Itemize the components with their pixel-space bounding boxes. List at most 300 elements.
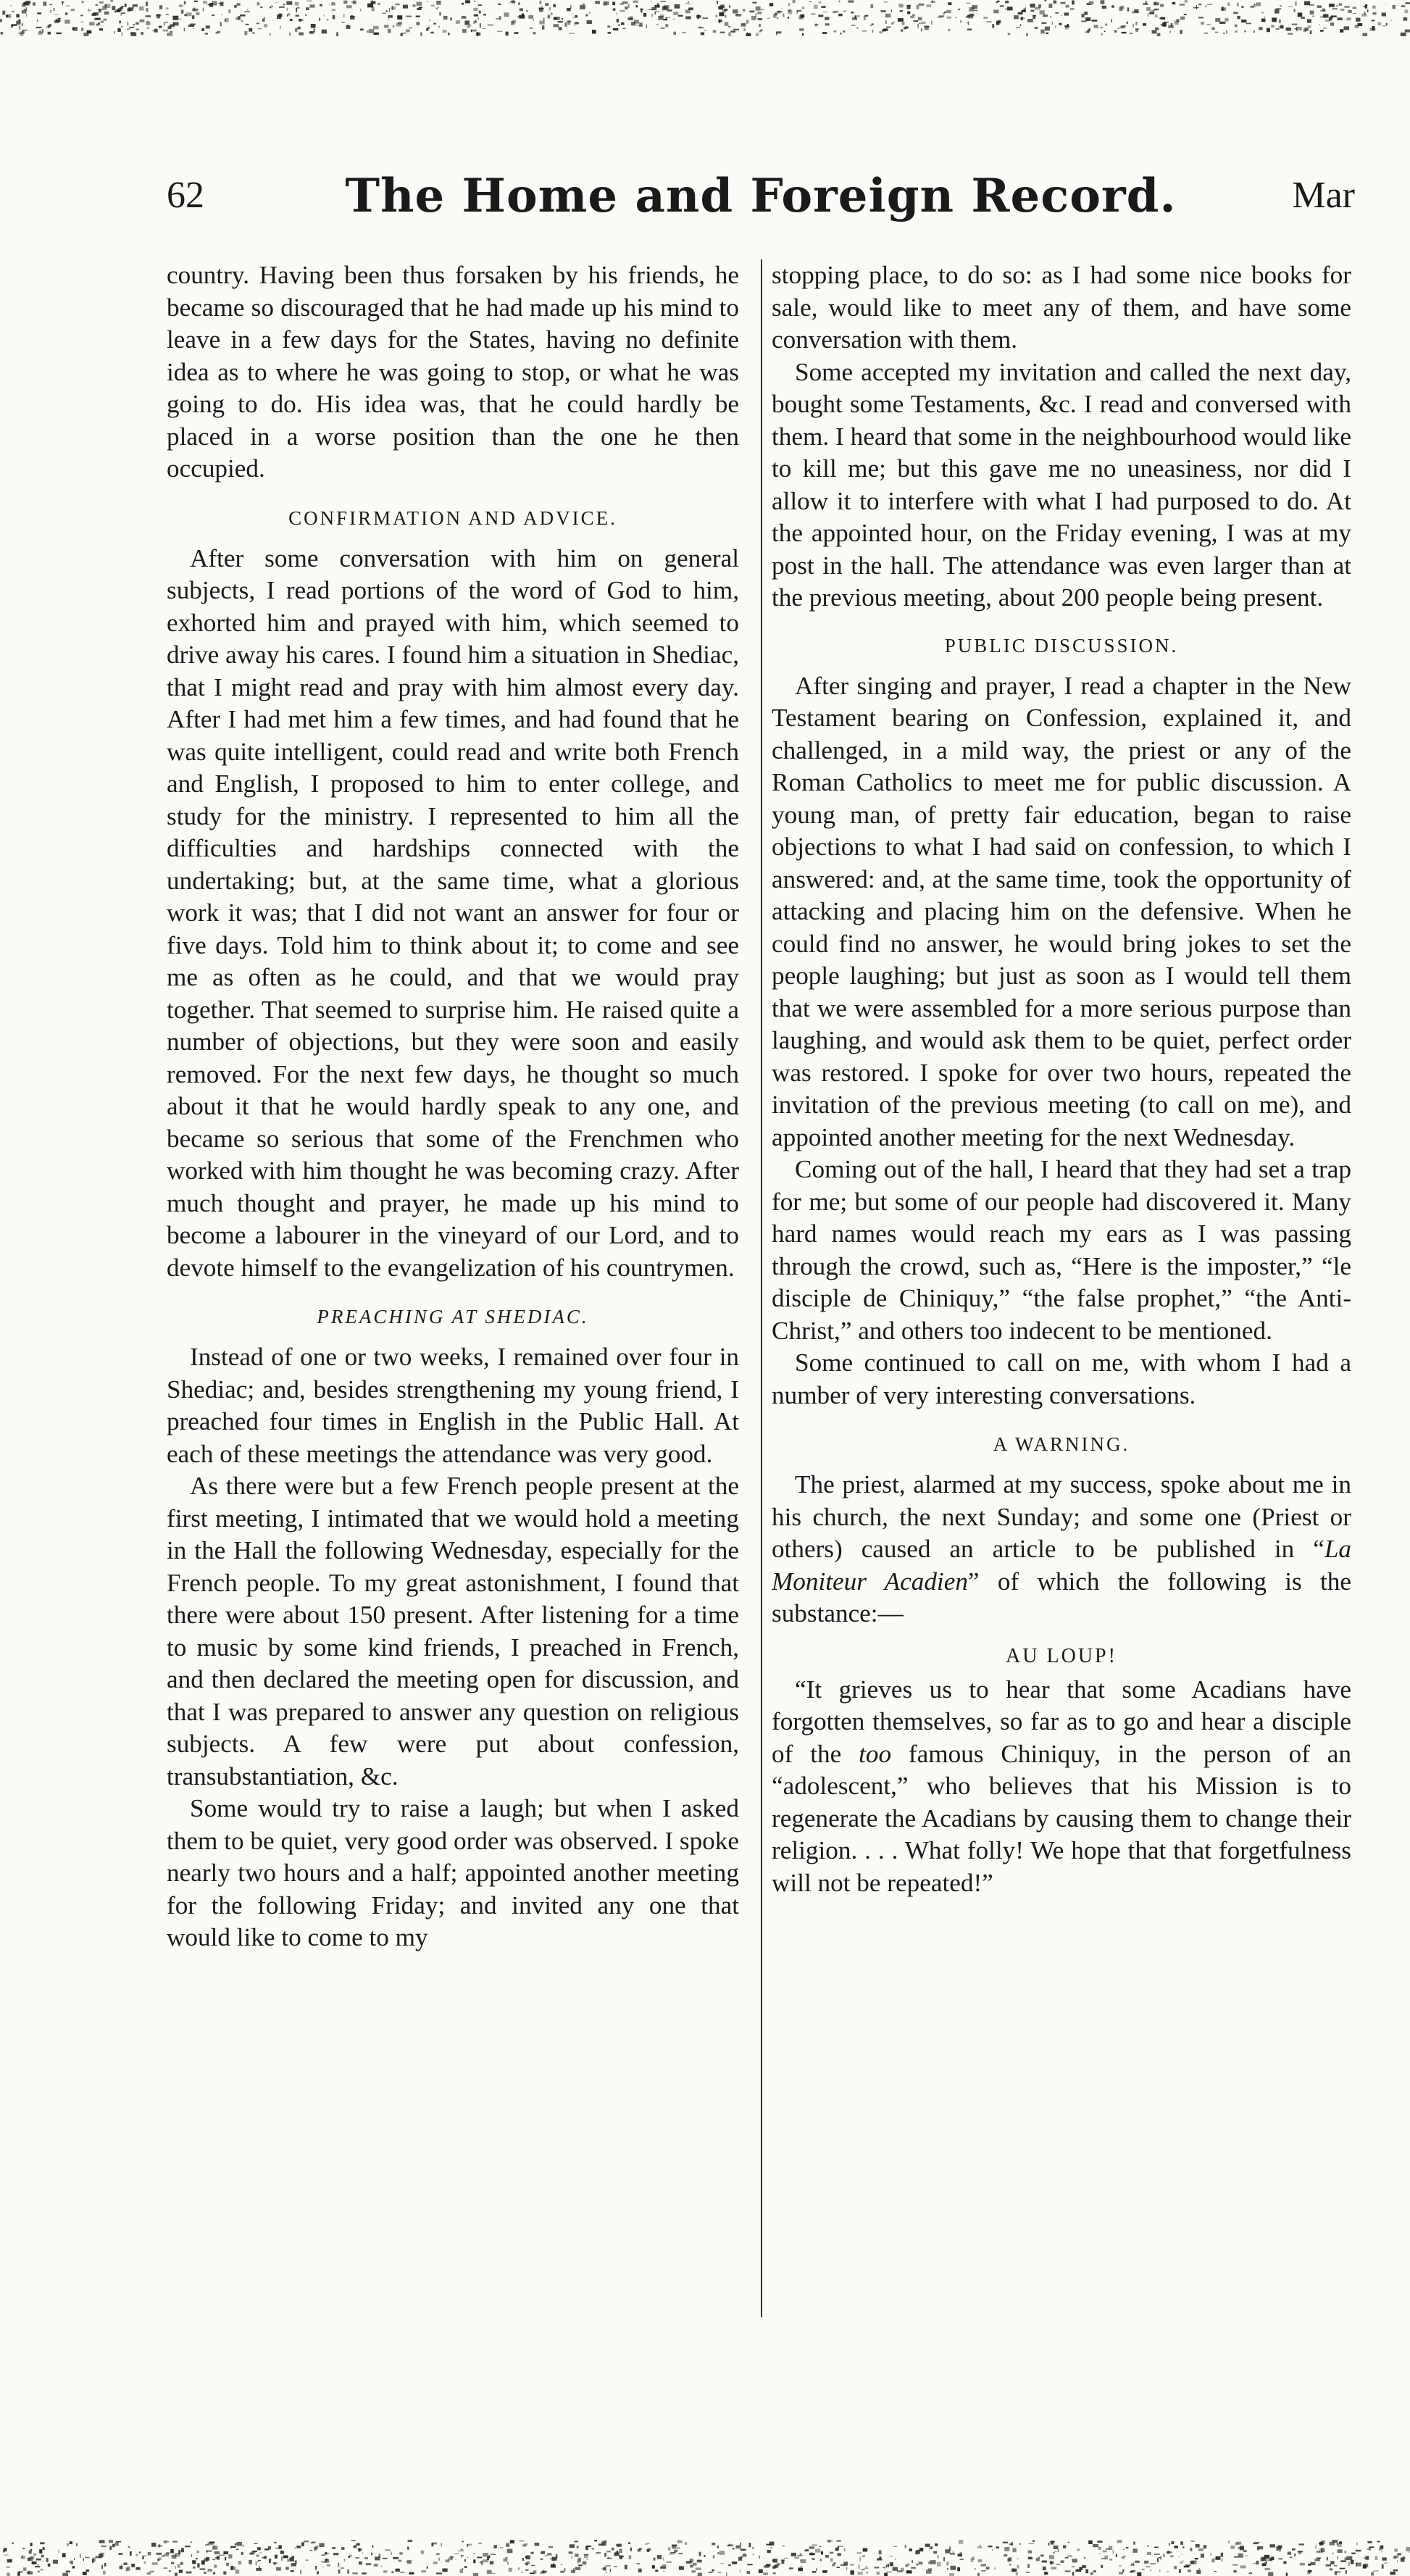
ink-speck [1157, 2558, 1159, 2562]
ink-speck [1055, 12, 1059, 14]
ink-speck [1174, 2566, 1177, 2569]
ink-speck [381, 2566, 382, 2567]
ink-speck [613, 8, 616, 10]
ink-speck [667, 9, 672, 12]
ink-speck [1026, 33, 1028, 36]
ink-speck [409, 2572, 414, 2575]
ink-speck [314, 2547, 317, 2551]
ink-speck [1135, 2561, 1140, 2563]
ink-speck [36, 27, 42, 28]
ink-speck [601, 2541, 606, 2546]
ink-speck [164, 22, 168, 23]
ink-speck [1190, 2540, 1194, 2542]
ink-speck [879, 2550, 882, 2554]
ink-speck [509, 2568, 512, 2572]
ink-speck [867, 2572, 868, 2574]
ink-speck [1237, 16, 1240, 19]
ink-speck [720, 2563, 723, 2564]
ink-speck [766, 2564, 771, 2567]
ink-speck [1196, 5, 1197, 9]
ink-speck [524, 2543, 527, 2546]
ink-speck [781, 8, 783, 9]
ink-speck [496, 18, 498, 19]
ink-speck [1267, 28, 1269, 30]
ink-speck [164, 2567, 168, 2569]
ink-speck [838, 2553, 841, 2556]
ink-speck [1275, 9, 1280, 14]
ink-speck [473, 2553, 475, 2554]
ink-speck [207, 2550, 212, 2552]
ink-speck [843, 11, 847, 12]
ink-speck [386, 10, 388, 12]
ink-speck [273, 2563, 278, 2564]
ink-speck [1198, 17, 1203, 18]
ink-speck [1403, 17, 1408, 21]
ink-speck [32, 2562, 37, 2564]
ink-speck [916, 2564, 918, 2566]
ink-speck [1373, 2570, 1378, 2572]
ink-speck [152, 2562, 158, 2565]
ink-speck [926, 4, 931, 7]
ink-speck [1259, 27, 1262, 30]
ink-speck [71, 9, 75, 11]
ink-speck [531, 2565, 535, 2566]
ink-speck [696, 2567, 701, 2570]
ink-speck [759, 24, 761, 27]
ink-speck [651, 1, 652, 2]
ink-speck [575, 15, 577, 17]
ink-speck [1348, 10, 1351, 13]
ink-speck [812, 2544, 817, 2546]
ink-speck [421, 2570, 426, 2572]
ink-speck [608, 32, 612, 34]
ink-speck [1367, 2541, 1372, 2543]
ink-speck [179, 2569, 183, 2572]
ink-speck [21, 2556, 25, 2559]
paragraph: Coming out of the hall, I heard that they had set a trap for me; but some of our people had discovered it. Many hard names would reach my ears as I was passing through the crowd, such as, “Here is the imposter,” “le disciple de Chiniquy,” “the false prophet,” “the Anti-Christ,” and others too indecent to be mentioned. [772, 1155, 1351, 1345]
ink-speck [430, 5, 434, 7]
ink-speck [443, 16, 448, 20]
ink-speck [918, 17, 922, 21]
ink-speck [1109, 2559, 1112, 2560]
ink-speck [490, 2562, 493, 2565]
ink-speck [804, 2550, 806, 2551]
ink-speck [586, 14, 588, 17]
ink-speck [553, 24, 559, 27]
ink-speck [1240, 2565, 1246, 2568]
ink-speck [911, 2567, 916, 2569]
ink-speck [35, 2566, 40, 2567]
ink-speck [582, 4, 585, 5]
ink-speck [70, 2541, 72, 2544]
ink-speck [740, 2569, 741, 2573]
ink-speck [146, 1, 148, 6]
ink-speck [1233, 2570, 1236, 2573]
ink-speck [905, 2564, 909, 2567]
ink-speck [62, 2573, 68, 2576]
ink-speck [510, 2540, 514, 2543]
ink-speck [836, 2548, 839, 2551]
ink-speck [1254, 2542, 1259, 2543]
ink-speck [1337, 2543, 1338, 2545]
ink-speck [1082, 2565, 1086, 2568]
ink-speck [931, 1, 935, 3]
ink-speck [1127, 7, 1129, 11]
ink-speck [698, 2573, 702, 2576]
ink-speck [1330, 22, 1334, 25]
ink-speck [146, 8, 149, 12]
ink-speck [1045, 0, 1047, 1]
ink-speck [553, 4, 555, 7]
ink-speck [1227, 3, 1230, 6]
ink-speck [285, 2567, 288, 2569]
ink-speck [1004, 2547, 1009, 2551]
ink-speck [1253, 2563, 1256, 2564]
ink-speck [1076, 2569, 1080, 2571]
top-ornament-band [0, 0, 1410, 36]
ink-speck [279, 2546, 282, 2549]
ink-speck [1004, 2554, 1007, 2556]
ink-speck [498, 4, 501, 5]
ink-speck [1195, 2558, 1198, 2559]
ink-speck [1147, 2552, 1151, 2555]
ink-speck [1344, 26, 1350, 30]
ink-speck [442, 2569, 447, 2572]
ink-speck [1401, 5, 1405, 7]
ink-speck [773, 2572, 776, 2575]
ink-speck [443, 30, 447, 33]
ink-speck [909, 2548, 912, 2551]
ink-speck [407, 2560, 412, 2564]
ink-speck [26, 14, 28, 17]
ink-speck [37, 12, 41, 14]
ink-speck [379, 2554, 381, 2559]
ink-speck [351, 2540, 356, 2541]
ink-speck [1009, 2564, 1011, 2566]
ink-speck [794, 2557, 799, 2559]
ink-speck [674, 2550, 677, 2552]
ink-speck [852, 17, 857, 20]
ink-speck [397, 15, 401, 19]
ink-speck [946, 10, 951, 13]
ink-speck [1256, 2, 1261, 6]
ink-speck [427, 27, 429, 29]
ink-speck [977, 2546, 983, 2548]
ink-speck [652, 14, 653, 17]
ink-speck [1101, 2565, 1103, 2568]
ink-speck [383, 13, 386, 14]
ink-speck [1043, 14, 1048, 17]
ink-speck [276, 2567, 281, 2571]
left-column [167, 259, 739, 2433]
ink-speck [789, 2567, 793, 2569]
ink-speck [583, 2562, 587, 2565]
ink-speck [550, 2559, 551, 2560]
ink-speck [492, 2573, 496, 2574]
ink-speck [28, 2558, 30, 2561]
ink-speck [10, 5, 12, 7]
ink-speck [870, 25, 872, 26]
ink-speck [175, 2566, 176, 2569]
ink-speck [298, 27, 301, 30]
ink-speck [204, 2572, 207, 2574]
ink-speck [1300, 2563, 1305, 2566]
ink-speck [639, 22, 643, 27]
ink-speck [1260, 2558, 1264, 2562]
ink-speck [1160, 4, 1164, 7]
ink-speck [173, 22, 175, 26]
ink-speck [467, 2544, 472, 2546]
ink-speck [879, 31, 882, 33]
ink-speck [798, 2568, 803, 2572]
ink-speck [1319, 2543, 1323, 2545]
ink-speck [921, 28, 922, 31]
ink-speck [925, 2544, 930, 2547]
ink-speck [43, 1, 46, 6]
ink-speck [1332, 2540, 1338, 2543]
ink-speck [1286, 28, 1292, 30]
ink-speck [393, 2557, 399, 2559]
ink-speck [191, 2554, 192, 2557]
ink-speck [747, 2571, 751, 2574]
ink-speck [1338, 17, 1343, 20]
ink-speck [960, 2552, 962, 2556]
ink-speck [1380, 2546, 1383, 2549]
ink-speck [1207, 4, 1213, 5]
ink-speck [48, 32, 51, 35]
ink-speck [1132, 11, 1134, 14]
ink-speck [1317, 5, 1322, 7]
ink-speck [1405, 30, 1410, 33]
ink-speck [1161, 17, 1166, 20]
ink-speck [391, 7, 396, 9]
ink-speck [551, 2564, 556, 2568]
ink-speck [1386, 23, 1388, 26]
ink-speck [66, 6, 70, 7]
ink-speck [238, 16, 241, 20]
ink-speck [271, 6, 273, 7]
ink-speck [1121, 6, 1125, 9]
ink-speck [1390, 20, 1392, 21]
ink-speck [322, 2554, 325, 2555]
ink-speck [678, 15, 683, 17]
ink-speck [306, 7, 309, 10]
ink-speck [1119, 2565, 1121, 2567]
ink-speck [741, 2556, 743, 2558]
ink-speck [364, 2557, 368, 2559]
ink-speck [1406, 2547, 1410, 2551]
ink-speck [1364, 6, 1367, 7]
ink-speck [1351, 2553, 1355, 2554]
ink-speck [329, 4, 330, 6]
ink-speck [1356, 2563, 1361, 2567]
ink-speck [1044, 2572, 1048, 2575]
ink-speck [1122, 2569, 1124, 2572]
ink-speck [131, 33, 137, 36]
ink-speck [1111, 5, 1114, 7]
ink-speck [800, 2566, 802, 2567]
ink-speck [212, 1, 217, 6]
ink-speck [825, 23, 830, 25]
ink-speck [769, 2542, 775, 2546]
ink-speck [525, 2569, 528, 2571]
ink-speck [476, 33, 480, 36]
ink-speck [238, 2561, 242, 2564]
ink-speck [569, 33, 575, 34]
ink-speck [348, 2556, 350, 2558]
ink-speck [214, 2545, 215, 2549]
ink-speck [451, 17, 452, 20]
ink-speck [1238, 2554, 1243, 2558]
ink-speck [1223, 33, 1225, 34]
ink-speck [129, 27, 134, 28]
ink-speck [580, 5, 585, 9]
ink-speck [885, 2573, 887, 2576]
ink-speck [1232, 2564, 1238, 2566]
ink-speck [441, 2543, 442, 2546]
ink-speck [478, 2543, 482, 2544]
ink-speck [665, 24, 668, 27]
ink-speck [541, 2559, 543, 2560]
ink-speck [1406, 2, 1410, 4]
ink-speck [1330, 2568, 1332, 2570]
ink-speck [259, 2552, 262, 2553]
ink-speck [1276, 28, 1280, 30]
ink-speck [241, 20, 243, 22]
ink-speck [172, 2555, 173, 2556]
ink-speck [1262, 2563, 1267, 2566]
ink-speck [448, 2558, 453, 2561]
ink-speck [958, 9, 960, 10]
ink-speck [170, 31, 172, 33]
ink-speck [237, 3, 241, 5]
ink-speck [1339, 2541, 1342, 2543]
ink-speck [231, 2566, 233, 2570]
ink-speck [863, 2548, 867, 2551]
ink-speck [362, 2552, 363, 2554]
ink-speck [1315, 2559, 1321, 2561]
ink-speck [1264, 2555, 1269, 2559]
ink-speck [712, 2569, 714, 2572]
quoted-paragraph [772, 1674, 1351, 1900]
ink-speck [819, 2546, 821, 2547]
ink-speck [230, 2546, 235, 2548]
ink-speck [746, 33, 751, 36]
ink-speck [115, 2542, 119, 2546]
ink-speck [851, 25, 856, 26]
ink-speck [531, 2552, 534, 2554]
ink-speck [1151, 10, 1154, 11]
ink-speck [893, 2546, 897, 2547]
ink-speck [1375, 2556, 1378, 2560]
ink-speck [33, 2554, 36, 2555]
ink-speck [1279, 20, 1281, 23]
ink-speck [992, 2549, 993, 2551]
ink-speck [306, 1, 312, 2]
ink-speck [99, 2554, 102, 2558]
ink-speck [912, 14, 915, 16]
ink-speck [1228, 2540, 1230, 2543]
ink-speck [656, 24, 659, 25]
ink-speck [570, 2544, 575, 2548]
ink-speck [610, 2569, 611, 2572]
ink-speck [683, 32, 686, 33]
ink-speck [30, 2556, 35, 2559]
ink-speck [1201, 2554, 1204, 2558]
ink-speck [236, 2548, 238, 2550]
ink-speck [997, 21, 998, 23]
ink-speck [39, 31, 41, 32]
ink-speck [130, 2551, 131, 2556]
ink-speck [746, 20, 749, 23]
ink-speck [673, 12, 678, 15]
ink-speck [226, 2563, 229, 2567]
ink-speck [256, 2554, 259, 2556]
ink-speck [481, 2561, 483, 2565]
ink-speck [1185, 0, 1188, 3]
ink-speck [603, 2, 607, 6]
ink-speck [791, 2553, 796, 2556]
ink-speck [22, 10, 27, 14]
ink-speck [701, 33, 704, 36]
paragraph: country. Having been thus forsaken by his friends, he became so discouraged that he had made up his mind to leave in a few days for the States, having no definite idea as to where he was going to stop, or what he was going to do. His idea was, that he could hardly be placed in a worse position than the one he then occupied. [167, 261, 739, 483]
ink-speck [214, 2551, 220, 2554]
ink-speck [169, 2570, 171, 2572]
ink-speck [462, 16, 465, 17]
ink-speck [473, 21, 475, 24]
page-number: 62 [167, 175, 204, 216]
bottom-ornament-band [0, 2540, 1410, 2576]
ink-speck [720, 4, 725, 8]
ink-speck [67, 2543, 69, 2546]
ink-speck [1243, 2550, 1247, 2552]
ink-speck [948, 2, 951, 5]
ink-speck [919, 2562, 923, 2564]
ink-speck [181, 10, 184, 14]
ink-speck [1304, 1, 1310, 6]
ink-speck [289, 33, 290, 36]
ink-speck [545, 2555, 548, 2556]
ink-speck [1309, 2570, 1310, 2575]
ink-speck [900, 10, 903, 12]
ink-speck [322, 30, 327, 34]
ink-speck [931, 21, 932, 25]
ink-speck [850, 2564, 854, 2565]
ink-speck [1353, 7, 1357, 9]
ink-speck [1294, 9, 1296, 12]
ink-speck [947, 17, 951, 19]
ink-speck [1155, 14, 1158, 17]
ink-speck [901, 2568, 904, 2572]
ink-speck [1066, 5, 1069, 8]
ink-speck [72, 2566, 75, 2569]
ink-speck [398, 22, 402, 25]
ink-speck [359, 2562, 362, 2564]
ink-speck [816, 2568, 817, 2570]
ink-speck [606, 2572, 607, 2573]
ink-speck [719, 2551, 725, 2555]
ink-speck [192, 9, 198, 12]
ink-speck [290, 2558, 294, 2562]
ink-speck [456, 20, 460, 24]
ink-speck [294, 2547, 296, 2548]
ink-speck [571, 2556, 572, 2559]
ink-speck [36, 2559, 41, 2561]
ink-speck [197, 2563, 199, 2567]
ink-speck [417, 8, 421, 10]
ink-speck [726, 2572, 727, 2576]
ink-speck [851, 2570, 854, 2575]
